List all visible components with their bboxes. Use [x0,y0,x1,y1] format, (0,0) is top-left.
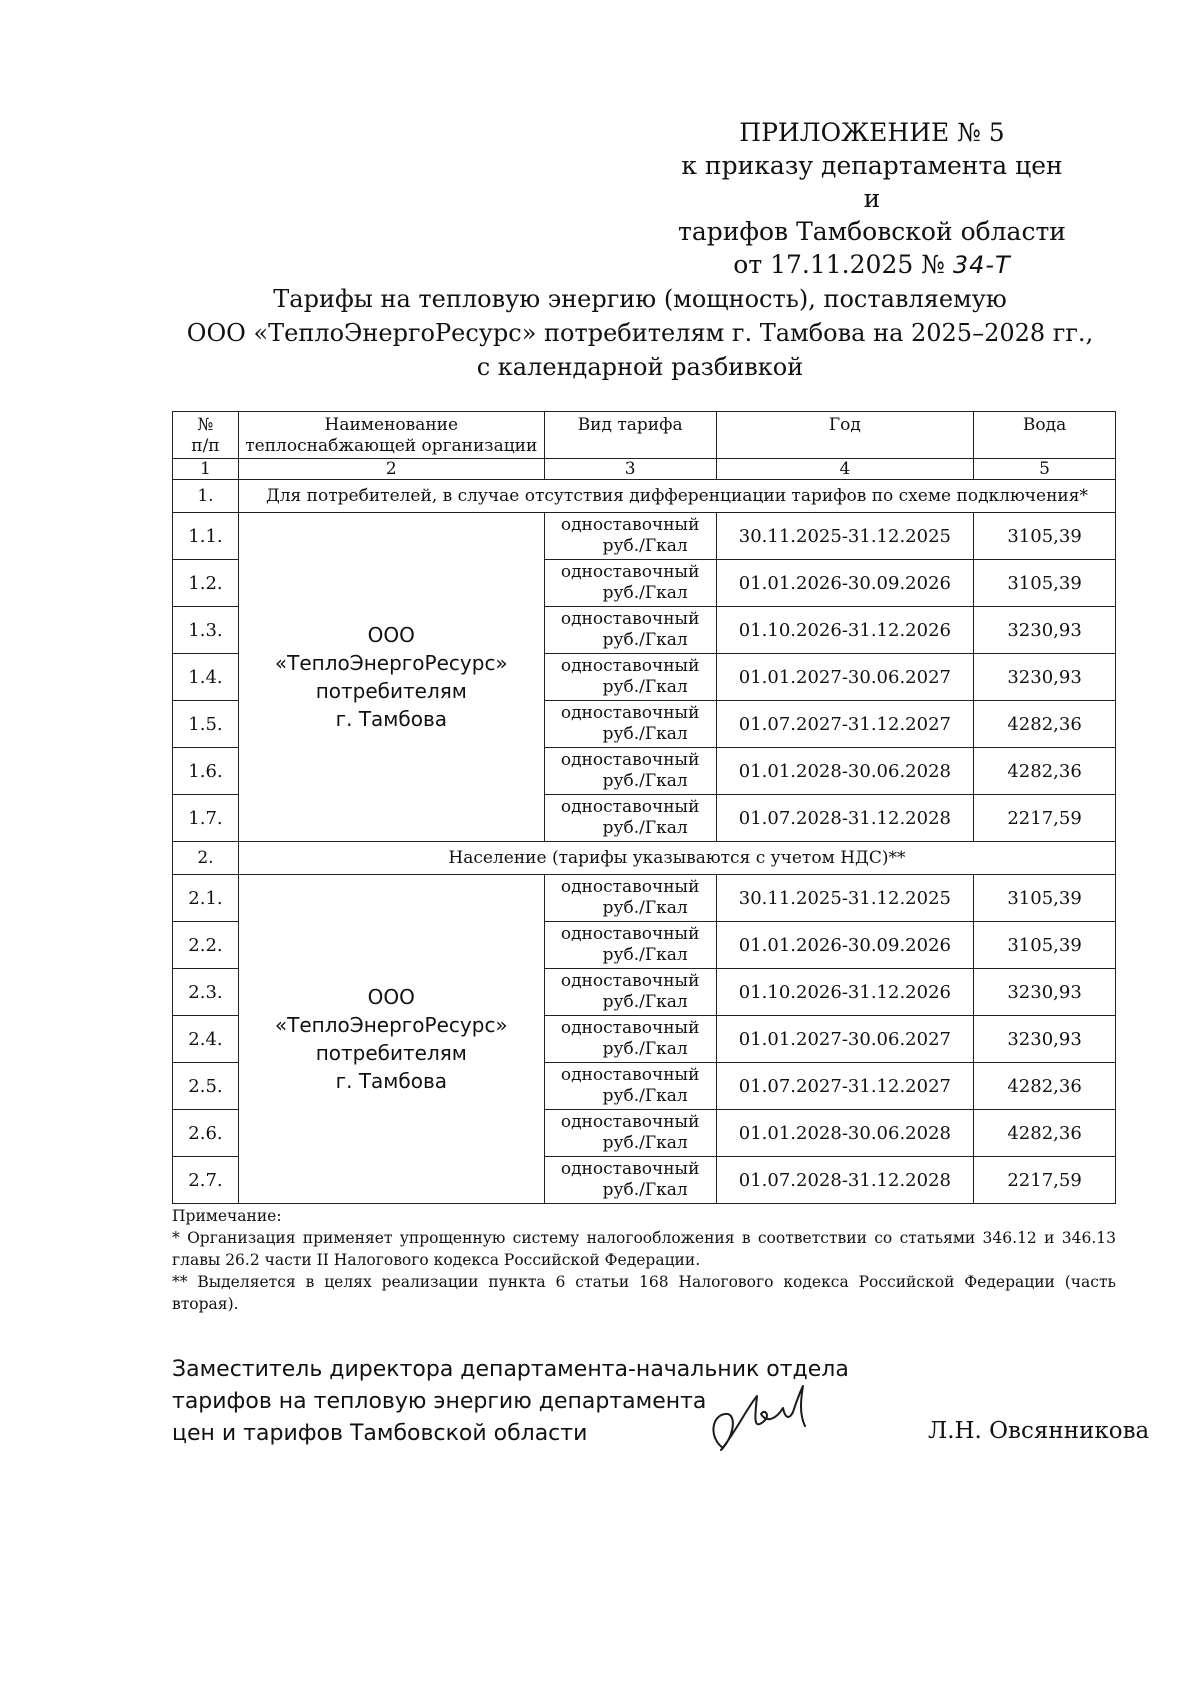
note-2: ** Выделяется в целях реализации пункта 6 статьи 168 Налогового кодекса Российской Федерации (часть вторая). [172,1273,1116,1313]
organization-name-line: ООО [367,623,415,647]
organization-name-line: потребителям [315,1041,467,1065]
tariff-kind-name: одноставочный [560,971,700,991]
organization-name-line: «ТеплоЭнергоРесурс» [274,651,508,675]
organization-name-line: ООО [367,985,415,1009]
tariff-table [172,411,1116,1204]
row-number: 1.7. [173,795,239,842]
tariff-period: 01.10.2026-31.12.2026 [716,969,974,1016]
header-kind: Вид тарифа [544,412,716,459]
document-title [170,282,1110,384]
row-number: 1.6. [173,748,239,795]
row-number: 2.4. [173,1016,239,1063]
order-date: от 17.11.2025 № [733,250,945,279]
col-number: 5 [974,459,1116,480]
tariff-period: 01.01.2028-30.06.2028 [716,748,974,795]
tariff-value: 2217,59 [974,795,1116,842]
tariff-kind-unit: руб./Гкал [602,818,688,838]
tariff-kind-name: одноставочный [560,924,700,944]
row-number: 2.5. [173,1063,239,1110]
signer-position-line-3: цен и тарифов Тамбовской области [172,1421,588,1446]
tariff-kind-name: одноставочный [560,656,700,676]
notes [172,1205,1116,1315]
table-header-row [173,412,1116,459]
tariff-kind-name: одноставочный [560,1159,700,1179]
tariff-kind-name: одноставочный [560,1018,700,1038]
row-number: 1.2. [173,560,239,607]
tariff-kind-name: одноставочный [560,750,700,770]
organization-name [238,875,544,1204]
tariff-kind-name: одноставочный [560,1112,700,1132]
col-number: 1 [173,459,239,480]
tariff-kind [544,875,716,922]
appendix-line-2: к приказу департамента цен и [681,151,1063,213]
tariff-kind-name: одноставочный [560,515,700,535]
tariff-kind [544,513,716,560]
tariff-period: 01.10.2026-31.12.2026 [716,607,974,654]
tariff-value: 3230,93 [974,969,1116,1016]
organization-name [238,513,544,842]
tariff-kind-unit: руб./Гкал [602,1039,688,1059]
notes-label: Примечание: [172,1207,282,1225]
row-number: 2.6. [173,1110,239,1157]
appendix-line-3: тарифов Тамбовской области [678,217,1066,246]
section-row [173,842,1116,875]
header-org-line1: Наименование [324,415,459,435]
tariff-value: 4282,36 [974,1063,1116,1110]
header-year: Год [716,412,974,459]
tariff-value: 3105,39 [974,513,1116,560]
tariff-kind-name: одноставочный [560,877,700,897]
tariff-value: 3105,39 [974,875,1116,922]
signer-position-line-1: Заместитель директора департамента-начальник отдела [172,1357,849,1382]
row-number: 2.7. [173,1157,239,1204]
tariff-period: 30.11.2025-31.12.2025 [716,875,974,922]
tariff-value: 2217,59 [974,1157,1116,1204]
tariff-kind-unit: руб./Гкал [602,992,688,1012]
tariff-kind-unit: руб./Гкал [602,1086,688,1106]
tariff-period: 01.01.2027-30.06.2027 [716,1016,974,1063]
tariff-kind-name: одноставочный [560,609,700,629]
tariff-value: 3230,93 [974,654,1116,701]
tariff-kind-unit: руб./Гкал [602,630,688,650]
appendix-title: ПРИЛОЖЕНИЕ № 5 [739,118,1005,147]
tariff-kind-unit: руб./Гкал [602,724,688,744]
header-num-line1: № [197,415,214,435]
tariff-period: 01.01.2027-30.06.2027 [716,654,974,701]
tariff-kind-unit: руб./Гкал [602,583,688,603]
tariff-kind-name: одноставочный [560,703,700,723]
tariff-kind-unit: руб./Гкал [602,898,688,918]
tariff-kind [544,969,716,1016]
order-number: 34-Т [952,251,1011,279]
tariff-kind-unit: руб./Гкал [602,1180,688,1200]
tariff-period: 01.07.2028-31.12.2028 [716,795,974,842]
tariff-period: 01.07.2028-31.12.2028 [716,1157,974,1204]
title-line-1: Тарифы на тепловую энергию (мощность), поставляемую [273,285,1007,313]
header-org [238,412,544,459]
row-number: 2.3. [173,969,239,1016]
tariff-kind-name: одноставочный [560,1065,700,1085]
header-water: Вода [974,412,1116,459]
header-num-line2: п/п [191,436,220,456]
tariff-kind [544,701,716,748]
tariff-kind [544,795,716,842]
row-number: 1.3. [173,607,239,654]
col-number: 4 [716,459,974,480]
section-number: 2. [173,842,239,875]
organization-name-line: «ТеплоЭнергоРесурс» [274,1013,508,1037]
header-org-line2: теплоснабжающей организации [245,436,538,456]
tariff-kind [544,654,716,701]
tariff-kind [544,1110,716,1157]
tariff-period: 01.01.2026-30.09.2026 [716,560,974,607]
tariff-period: 30.11.2025-31.12.2025 [716,513,974,560]
tariff-period: 01.07.2027-31.12.2027 [716,701,974,748]
tariff-kind [544,1157,716,1204]
tariff-kind-unit: руб./Гкал [602,677,688,697]
organization-name-line: г. Тамбова [335,707,447,731]
row-number: 1.4. [173,654,239,701]
table-row [173,875,1116,922]
tariff-period: 01.01.2028-30.06.2028 [716,1110,974,1157]
signer-name: Л.Н. Овсянникова [928,1418,1150,1444]
organization-name-line: г. Тамбова [335,1069,447,1093]
tariff-value: 3105,39 [974,560,1116,607]
handwritten-signature [705,1378,815,1468]
title-line-2: ООО «ТеплоЭнергоРесурс» потребителям г. Тамбова на 2025–2028 гг., [186,319,1094,347]
tariff-kind-unit: руб./Гкал [602,771,688,791]
note-1: * Организация применяет упрощенную систему налогообложения в соответствии со статьями 346.12 и 346.13 главы 26.2 части II Налогового кодекса Российской Федерации. [172,1229,1116,1269]
tariff-kind [544,922,716,969]
tariff-kind-name: одноставочный [560,797,700,817]
tariff-period: 01.01.2026-30.09.2026 [716,922,974,969]
signer-position-line-2: тарифов на тепловую энергию департамента [172,1389,707,1414]
tariff-table-body [173,412,1116,1204]
tariff-value: 4282,36 [974,701,1116,748]
tariff-value: 4282,36 [974,748,1116,795]
tariff-kind-unit: руб./Гкал [602,945,688,965]
tariff-kind [544,607,716,654]
tariff-kind-unit: руб./Гкал [602,1133,688,1153]
tariff-kind-unit: руб./Гкал [602,536,688,556]
tariff-kind [544,560,716,607]
col-number: 2 [238,459,544,480]
section-number: 1. [173,480,239,513]
tariff-period: 01.07.2027-31.12.2027 [716,1063,974,1110]
tariff-kind [544,1016,716,1063]
tariff-value: 3105,39 [974,922,1116,969]
tariff-value: 4282,36 [974,1110,1116,1157]
section-title: Население (тарифы указываются с учетом НДС)** [238,842,1115,875]
tariff-kind-name: одноставочный [560,562,700,582]
tariff-kind [544,1063,716,1110]
section-title: Для потребителей, в случае отсутствия дифференциации тарифов по схеме подключения* [238,480,1115,513]
row-number: 1.1. [173,513,239,560]
row-number: 1.5. [173,701,239,748]
table-row [173,513,1116,560]
section-row [173,480,1116,513]
header-num [173,412,239,459]
tariff-value: 3230,93 [974,1016,1116,1063]
appendix-line-4 [672,248,1072,282]
title-line-3: с календарной разбивкой [476,353,804,381]
row-number: 2.2. [173,922,239,969]
col-number: 3 [544,459,716,480]
tariff-kind [544,748,716,795]
organization-name-line: потребителям [315,679,467,703]
row-number: 2.1. [173,875,239,922]
tariff-value: 3230,93 [974,607,1116,654]
appendix-header [672,116,1072,282]
column-number-row [173,459,1116,480]
